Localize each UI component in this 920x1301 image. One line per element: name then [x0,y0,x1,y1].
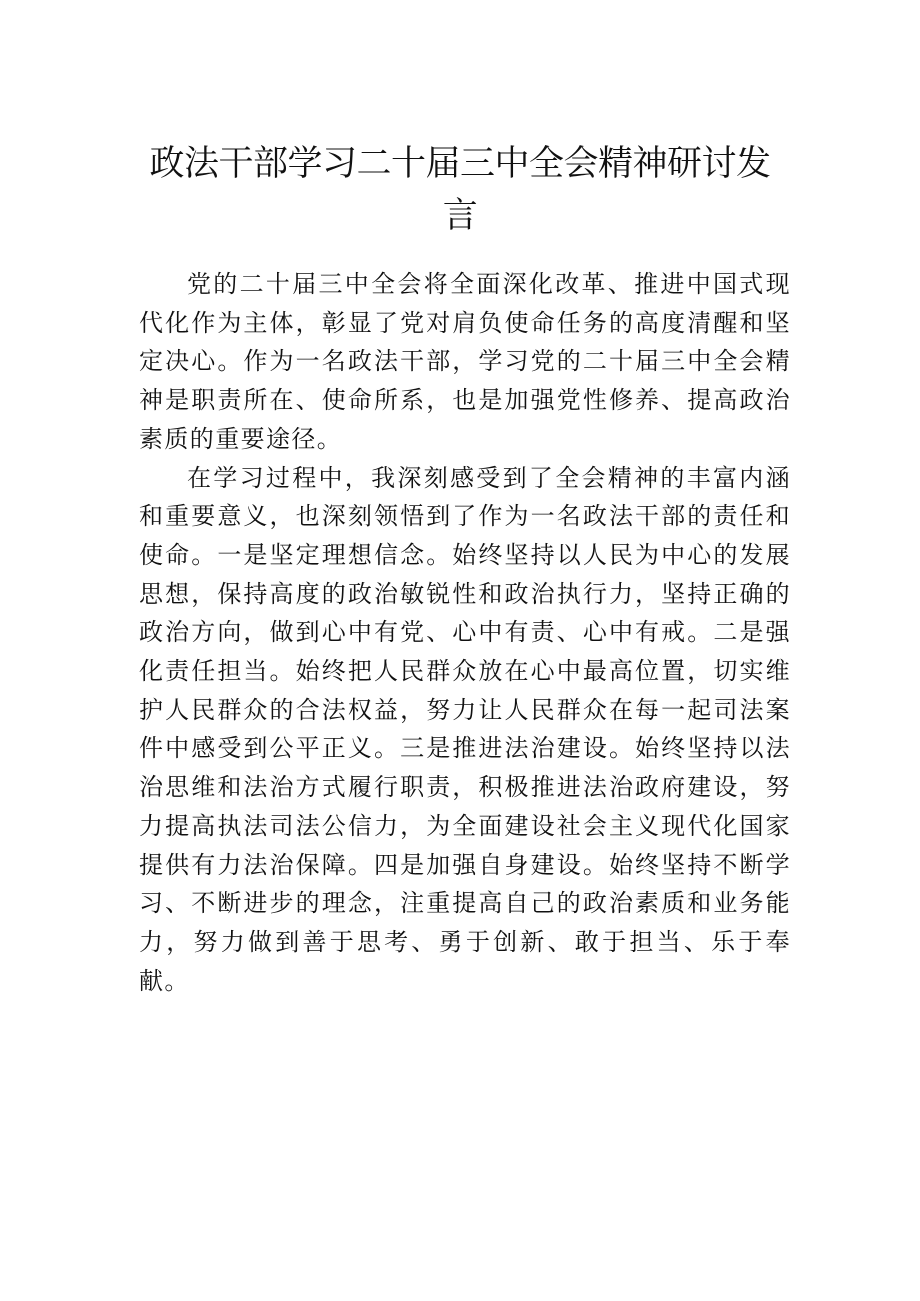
document-body [139,265,791,1000]
document-title: 政法干部学习二十届三中全会精神研讨发言 [149,144,771,236]
paragraph-2: 在学习过程中，我深刻感受到了全会精神的丰富内涵和重要意义，也深刻领悟到了作为一名政法干部的责任和使命。一是坚定理想信念。始终坚持以人民为中心的发展思想，保持高度的政治敏锐性和政治执行力，坚持正确的政治方向，做到心中有党、心中有责、心中有戒。二是强化责任担当。始终把人民群众放在心中最高位置，切实维护人民群众的合法权益，努力让人民群众在每一起司法案件中感受到公平正义。三是推进法治建设。始终坚持以法治思维和法治方式履行职责，积极推进法治政府建设，努力提高执法司法公信力，为全面建设社会主义现代化国家提供有力法治保障。四是加强自身建设。始终坚持不断学习、不断进步的理念，注重提高自己的政治素质和业务能力，努力做到善于思考、勇于创新、敢于担当、乐于奉献。 [139,463,791,995]
paragraph-1: 党的二十届三中全会将全面深化改革、推进中国式现代化作为主体，彰显了党对肩负使命任务的高度清醒和坚定决心。作为一名政法干部，学习党的二十届三中全会精神是职责所在、使命所系，也是加强党性修养、提高政治素质的重要途径。 [139,270,791,453]
